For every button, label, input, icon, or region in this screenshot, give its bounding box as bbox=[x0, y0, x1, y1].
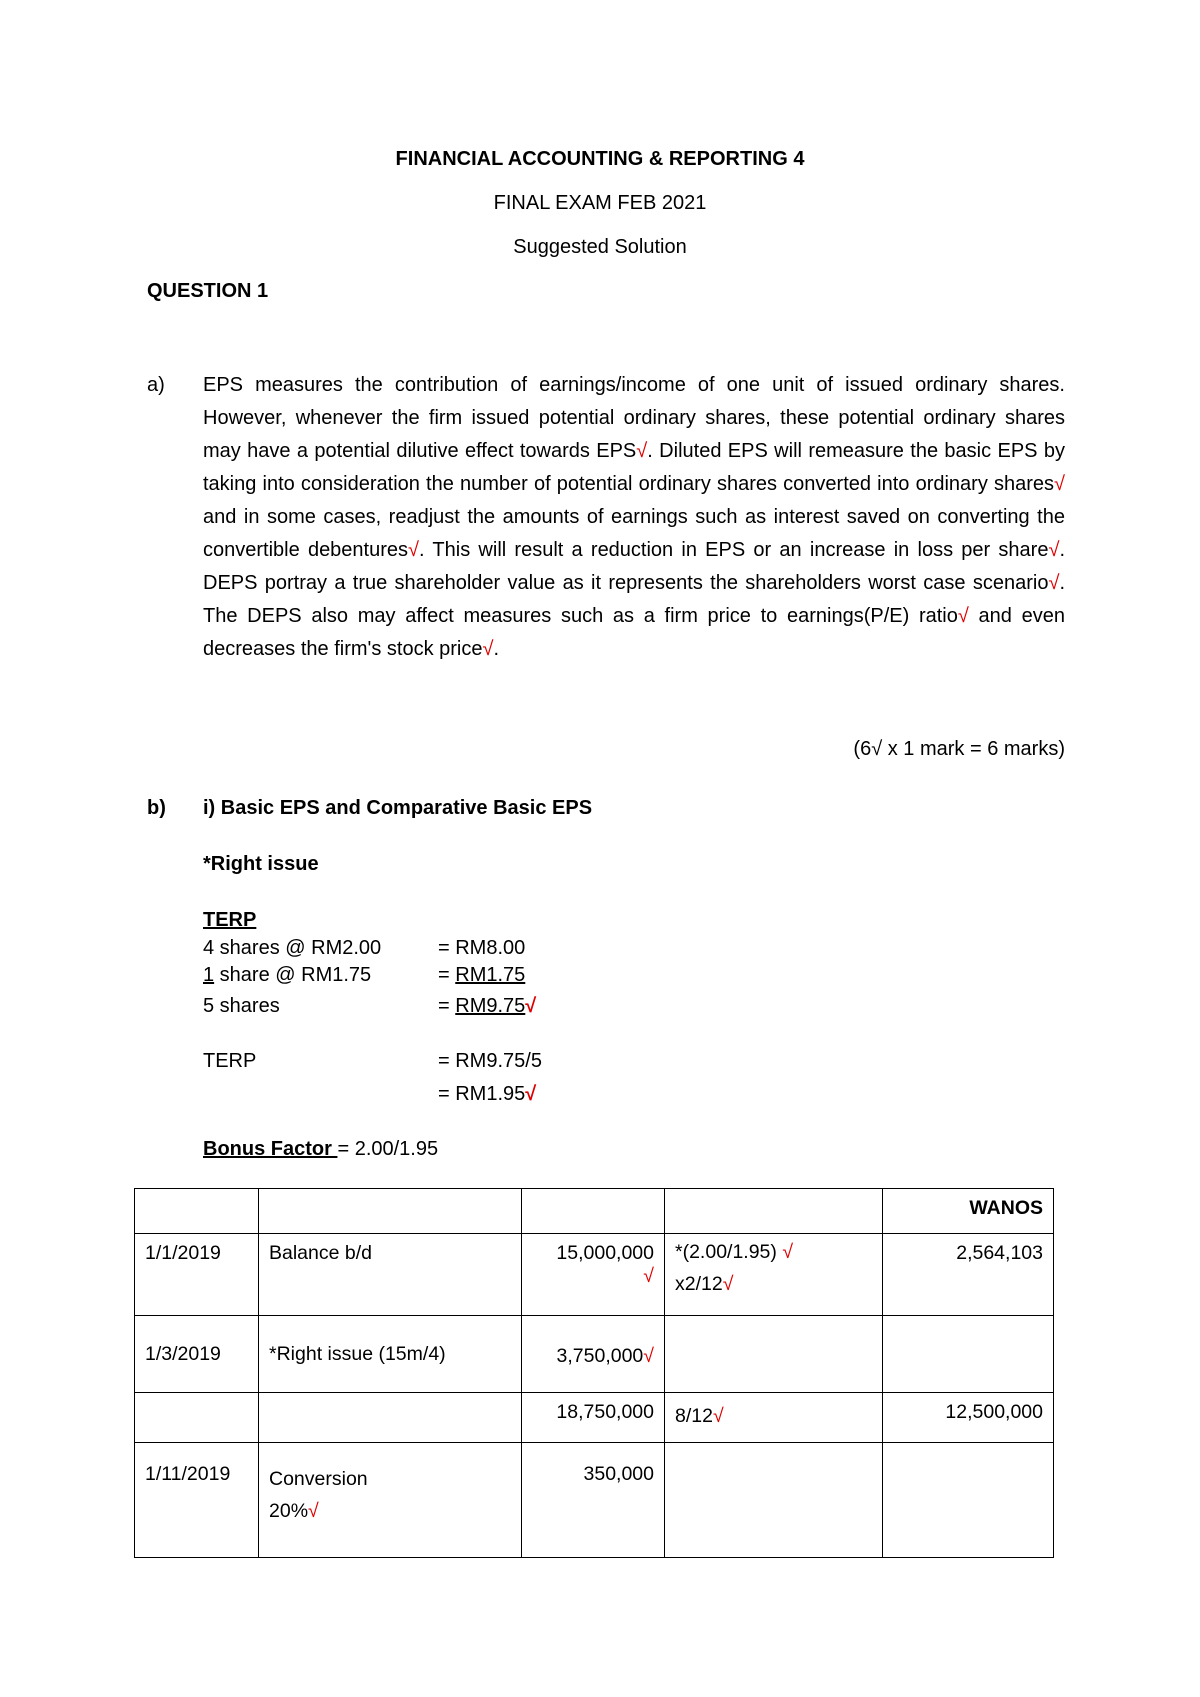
factor-value: 8/12 bbox=[675, 1405, 713, 1427]
terp-row-1-left: 4 shares @ RM2.00 bbox=[203, 937, 382, 959]
part-b-label: b) bbox=[147, 797, 166, 819]
part-a-text: EPS measures the contribution of earnings/income of one unit of issued ordinary shares. However, whenever the firm issued potential ordinary shares, these potential ordinary shares may have a potential dilutive effect towards EPS bbox=[203, 374, 1065, 462]
table-header-cell bbox=[135, 1189, 259, 1234]
factor-value: *(2.00/1.95) bbox=[675, 1241, 783, 1263]
terp-row-2-text: share @ RM1.75 bbox=[214, 964, 372, 986]
right-issue-heading: *Right issue bbox=[203, 853, 319, 875]
check-mark-icon: √ bbox=[722, 1273, 734, 1295]
factor-cell bbox=[665, 1316, 883, 1393]
check-mark-icon: √ bbox=[643, 1265, 654, 1287]
part-a-marks: (6√ x 1 mark = 6 marks) bbox=[853, 738, 1065, 760]
description-cell bbox=[259, 1393, 522, 1443]
check-mark-icon: √ bbox=[482, 638, 494, 660]
part-b-heading: i) Basic EPS and Comparative Basic EPS bbox=[203, 797, 593, 819]
terp-calc-row-1: = RM9.75/5 bbox=[438, 1050, 542, 1072]
wanos-cell bbox=[883, 1443, 1054, 1558]
terp-row-3-left: 5 shares bbox=[203, 995, 280, 1017]
terp-row-3-right bbox=[438, 995, 536, 1018]
date-cell: 1/1/2019 bbox=[135, 1234, 259, 1316]
description-cell: Balance b/d bbox=[259, 1234, 522, 1316]
terp-calc-value: = RM1.95 bbox=[438, 1083, 526, 1105]
part-a-paragraph bbox=[203, 369, 1065, 666]
factor-cell bbox=[665, 1234, 883, 1316]
check-mark-icon: √ bbox=[643, 1344, 654, 1367]
bonus-factor-value: = 2.00/1.95 bbox=[337, 1138, 439, 1160]
factor-cell bbox=[665, 1393, 883, 1443]
amount-cell bbox=[522, 1234, 665, 1316]
description-cell bbox=[259, 1443, 522, 1558]
table-header-cell bbox=[522, 1189, 665, 1234]
bonus-factor bbox=[203, 1138, 438, 1161]
wanos-cell: 2,564,103 bbox=[883, 1234, 1054, 1316]
table-row bbox=[135, 1234, 1054, 1316]
table-header-cell bbox=[259, 1189, 522, 1234]
document-subtitle: FINAL EXAM FEB 2021 bbox=[493, 192, 707, 214]
wanos-cell: 12,500,000 bbox=[883, 1393, 1054, 1443]
conversion-percent: 20% bbox=[269, 1500, 309, 1522]
amount-value: 3,750,000 bbox=[556, 1344, 644, 1367]
terp-row-1-right: = RM8.00 bbox=[438, 937, 526, 959]
terp-calc-label: TERP bbox=[203, 1050, 257, 1072]
question-heading: QUESTION 1 bbox=[147, 280, 269, 302]
date-cell bbox=[135, 1393, 259, 1443]
amount-value: 15,000,000 bbox=[556, 1242, 654, 1264]
check-mark-icon: √ bbox=[525, 1083, 537, 1105]
terp-row-3-equals: = bbox=[438, 995, 456, 1017]
document-title: FINANCIAL ACCOUNTING & REPORTING 4 bbox=[395, 148, 805, 170]
check-mark-icon: √ bbox=[308, 1500, 319, 1522]
check-mark-icon: √ bbox=[408, 539, 420, 561]
table-header-cell bbox=[665, 1189, 883, 1234]
document-note: Suggested Solution bbox=[513, 236, 687, 258]
wanos-header: WANOS bbox=[883, 1189, 1054, 1234]
check-mark-icon: √ bbox=[525, 995, 537, 1017]
check-mark-icon: √ bbox=[636, 440, 648, 462]
part-a-text: and in some cases, readjust the amounts of earnings such as interest saved on converting the convertible debentures bbox=[203, 506, 1065, 561]
terp-row-2-value: RM1.75 bbox=[455, 964, 526, 986]
table-row bbox=[135, 1316, 1054, 1393]
part-a-text: and even decreases the firm's stock price bbox=[203, 605, 1065, 660]
description-value: Conversion bbox=[269, 1468, 368, 1490]
wanos-table bbox=[134, 1188, 1054, 1558]
terp-row-2-right bbox=[438, 964, 525, 987]
check-mark-icon: √ bbox=[1054, 473, 1065, 495]
terp-row-2-equals: = bbox=[438, 964, 456, 986]
table-header-row bbox=[135, 1189, 1054, 1234]
terp-row-3-value: RM9.75 bbox=[455, 995, 526, 1017]
terp-row-2-left bbox=[203, 964, 371, 987]
check-mark-icon: √ bbox=[782, 1241, 794, 1263]
wanos-cell bbox=[883, 1316, 1054, 1393]
part-a-label: a) bbox=[147, 374, 165, 396]
part-a-text: . This will result a reduction in EPS or an increase in loss per share bbox=[419, 539, 1049, 561]
bonus-factor-label: Bonus Factor bbox=[203, 1138, 338, 1160]
factor-months: x2/12 bbox=[675, 1273, 723, 1295]
terp-heading: TERP bbox=[203, 909, 257, 931]
table-row bbox=[135, 1443, 1054, 1558]
date-cell: 1/3/2019 bbox=[135, 1316, 259, 1393]
check-mark-icon: √ bbox=[1048, 572, 1060, 594]
check-mark-icon: √ bbox=[1048, 539, 1060, 561]
amount-cell: 18,750,000 bbox=[522, 1393, 665, 1443]
part-a-text: . Diluted EPS will remeasure the basic EPS by taking into consideration the number of potential ordinary shares converted into ordinary shares bbox=[203, 440, 1065, 495]
amount-cell: 350,000 bbox=[522, 1443, 665, 1558]
terp-calc-row-2 bbox=[438, 1083, 536, 1106]
part-a-text: . The DEPS also may affect measures such as a firm price to earnings(P/E) ratio bbox=[203, 572, 1065, 627]
amount-cell bbox=[522, 1316, 665, 1393]
factor-cell bbox=[665, 1443, 883, 1558]
check-mark-icon: √ bbox=[712, 1405, 724, 1427]
part-a-text: . DEPS portray a true shareholder value as it represents the shareholders worst case scenario bbox=[203, 539, 1065, 594]
date-cell: 1/11/2019 bbox=[135, 1443, 259, 1558]
check-mark-icon: √ bbox=[957, 605, 969, 627]
terp-row-2-number: 1 bbox=[203, 964, 215, 986]
part-a-text: . bbox=[493, 638, 500, 660]
table-row bbox=[135, 1393, 1054, 1443]
description-cell: *Right issue (15m/4) bbox=[259, 1316, 522, 1393]
